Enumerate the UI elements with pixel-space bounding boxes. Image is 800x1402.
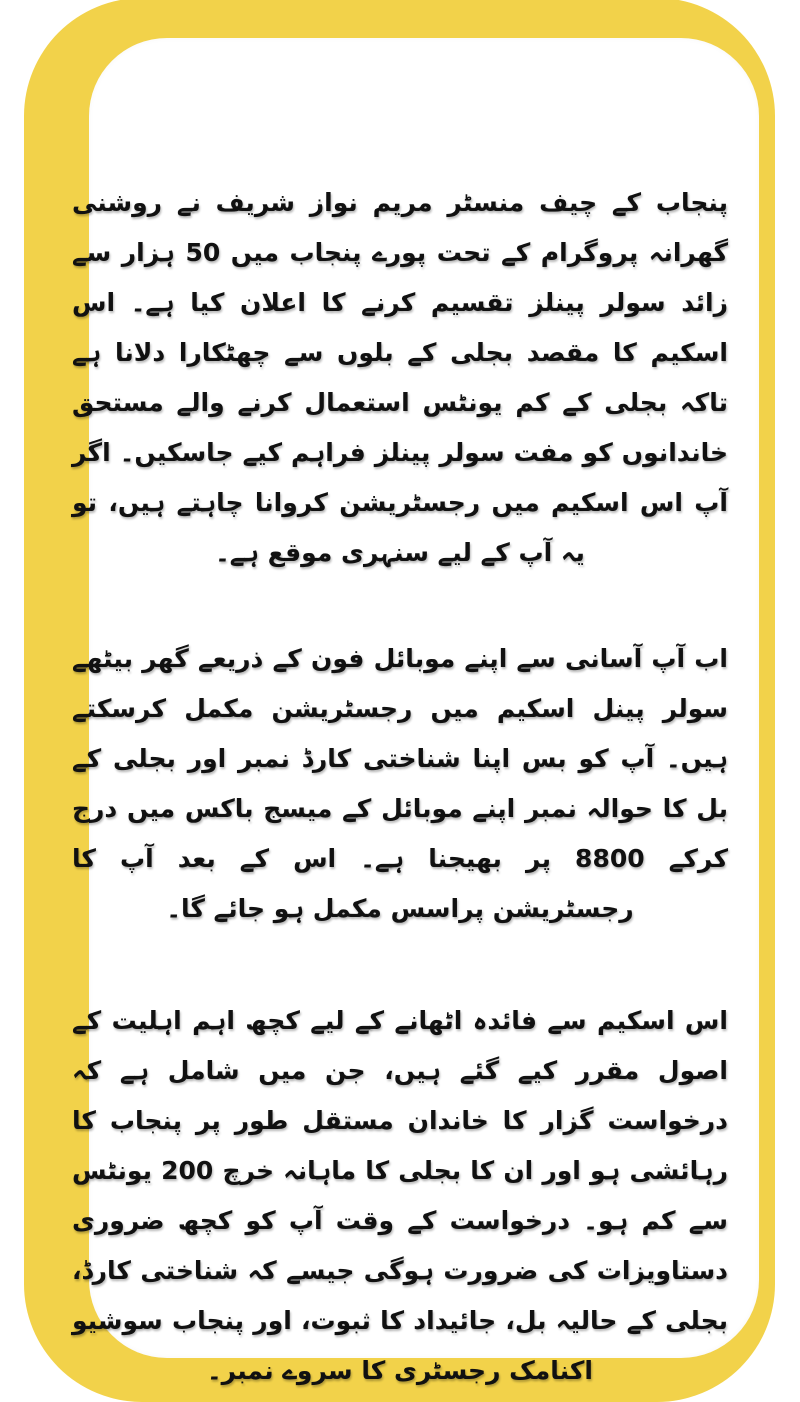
paragraph-eligibility-documents: اس اسکیم سے فائدہ اٹھانے کے لیے کچھ اہم اہلیت کے اصول مقرر کیے گئے ہیں، جن میں شامل ہے کہ درخواست گزار کا خاندان مستقل طور پر پنجاب کا رہائشی ہو اور ان کا بجلی کا ماہانہ خرچ 200 یونٹس سے کم ہو۔ درخواست کے وقت آپ کو کچھ ضروری دستاویزات کی ضرورت ہوگی جیسے کہ شناختی کارڈ، بجلی کے حالیہ بل، جائیداد کا ثبوت، اور پنجاب سوشیو اکنامک رجسٹری کا سروے نمبر۔ [72,1006,728,1385]
paragraph-registration-method: اب آپ آسانی سے اپنے موبائل فون کے ذریعے گھر بیٹھے سولر پینل اسکیم میں رجسٹریشن مکمل کرسکتے ہیں۔ آپ کو بس اپنا شناختی کارڈ نمبر اور بجلی کے بل کا حوالہ نمبر اپنے موبائل کے میسج باکس میں درج کرکے 8800 پر بھیجنا ہے۔ اس کے بعد آپ کا رجسٹریشن پراسس مکمل ہو جائے گا۔ [72,644,728,923]
article-body [72,178,728,1396]
paragraph-scheme-announcement: پنجاب کے چیف منسٹر مریم نواز شریف نے روشنی گھرانہ پروگرام کے تحت پورے پنجاب میں 50 ہزار سے زائد سولر پینلز تقسیم کرنے کا اعلان کیا ہے۔ اس اسکیم کا مقصد بجلی کے بلوں سے چھٹکارا دلانا ہے تاکہ بجلی کے کم یونٹس استعمال کرنے والے مستحق خاندانوں کو مفت سولر پینلز فراہم کیے جاسکیں۔ اگر آپ اس اسکیم میں رجسٹریشن کروانا چاہتے ہیں، تو یہ آپ کے لیے سنہری موقع ہے۔ [72,188,728,567]
